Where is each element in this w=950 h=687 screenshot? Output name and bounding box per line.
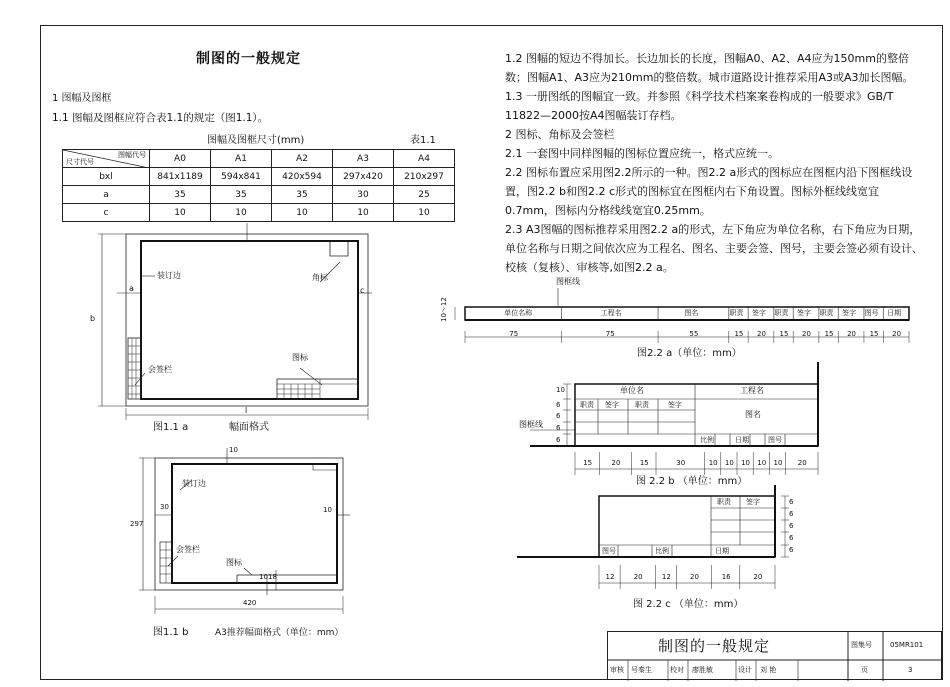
table-header: A1 bbox=[211, 150, 272, 168]
paragraph-1-1: 1.1 图幅及图框应符合表1.1的规定（图1.1）。 bbox=[52, 112, 269, 124]
corner-top: 图幅代号 bbox=[118, 151, 146, 159]
table-header: A3 bbox=[333, 150, 394, 168]
fig1b-dim-10-top: 10 bbox=[229, 446, 238, 454]
table-cell: 210x297 bbox=[394, 168, 455, 186]
fig2a-dimension: 75 bbox=[509, 330, 519, 338]
page-number: 3 bbox=[908, 666, 913, 674]
fig1a-caption: 幅面格式 bbox=[229, 422, 269, 433]
fig2c-dimension: 20 bbox=[753, 573, 763, 581]
fig2c-vertical-dimension: 6 bbox=[789, 546, 794, 554]
table-cell: 297x420 bbox=[333, 168, 394, 186]
fig2a-cell: 图名 bbox=[684, 309, 699, 317]
fig1a-dim-l: l bbox=[245, 406, 248, 415]
fig2c-caption: 图 2.2 c （单位：mm） bbox=[633, 599, 744, 610]
paragraph-2-3: 2.3 A3图幅的图标推荐采用图2.2 a的形式，左下角应为单位名称，右下角应为日期，单位名称与日期之间依次应为工程名、图名、主要会签、图号，主要会签必须有设计、校核（复核）、审核等,如图2.2 a。 bbox=[505, 223, 923, 274]
fig1b-dim-420: 420 bbox=[243, 599, 257, 607]
fig1b-dim-10-right: 10 bbox=[323, 506, 332, 514]
fig1a-titleblock-label: 图标 bbox=[292, 353, 308, 362]
fig2a-caption: 图2.2 a（单位：mm） bbox=[637, 348, 742, 359]
table-cell: 25 bbox=[394, 186, 455, 204]
fig2b-project: 工程名 bbox=[740, 386, 764, 395]
sheet-title-block bbox=[607, 631, 942, 680]
fig1b-sign-label: 会签栏 bbox=[176, 545, 200, 554]
paragraph-1-3: 1.3 一册图纸的图幅宜一致。并参照《科学技术档案案卷构成的一般要求》GB/T 11822—2000按A4图幅装订存档。 bbox=[505, 90, 894, 122]
fig2b-frame-line-label: 图框线 bbox=[519, 420, 543, 429]
fig1b-caption: A3推荐幅面格式（单位：mm） bbox=[215, 628, 344, 638]
fig2a-dimension: 20 bbox=[757, 330, 766, 338]
fig2a-dimension: 20 bbox=[847, 330, 856, 338]
fig2b-dimension: 10 bbox=[708, 459, 718, 467]
fig1b-dim-30: 30 bbox=[160, 503, 169, 511]
atlas-number: 05MR101 bbox=[890, 641, 924, 649]
fig2b-scale: 比例 bbox=[700, 436, 714, 444]
table-cell: 10 bbox=[211, 204, 272, 222]
fig2b-dimension: 20 bbox=[611, 459, 621, 467]
table-cell: 841x1189 bbox=[150, 168, 211, 186]
fig2c-sign: 签字 bbox=[746, 498, 760, 506]
fig2a-cell: 工程名 bbox=[600, 309, 622, 317]
paragraph-2-2: 2.2 图标布置应采用图2.2所示的一种。图2.2 a形式的图标应在图框内沿下图框线设置，图2.2 b和图2.2 c形式的图标宜在图框内右下角设置。图标外框线线宽宜0.7mm，图标内分格线线宽宜0.25mm。 bbox=[505, 166, 913, 217]
fig2b-caption: 图 2.2 b （单位：mm） bbox=[636, 476, 748, 487]
atlas-number-label: 图集号 bbox=[851, 641, 872, 649]
fig2b-dimension: 10 bbox=[741, 459, 751, 467]
fig2c-dimension: 12 bbox=[661, 573, 671, 581]
fig2a-dimension: 15 bbox=[824, 330, 834, 338]
table-cell: 10 bbox=[394, 204, 455, 222]
table-cell: 420x594 bbox=[272, 168, 333, 186]
table-cell: 10 bbox=[272, 204, 333, 222]
fig2b-vertical-dimension: 10 bbox=[556, 386, 565, 394]
table-cell: 35 bbox=[211, 186, 272, 204]
table-cell: 35 bbox=[272, 186, 333, 204]
fig1b-dim-10-bottom: 10 bbox=[259, 573, 268, 581]
fig2a-dimension: 20 bbox=[802, 330, 811, 338]
fig2b-unit: 单位名 bbox=[620, 386, 644, 395]
fig2a-cell: 职责 bbox=[774, 309, 789, 317]
fig1a-sign-label: 会签栏 bbox=[148, 365, 172, 374]
table-header: A2 bbox=[272, 150, 333, 168]
fig2a-height-label: 10～12 bbox=[440, 297, 448, 322]
fig2c-dimension: 20 bbox=[633, 573, 643, 581]
table-cell: 594x841 bbox=[211, 168, 272, 186]
table-header: A4 bbox=[394, 150, 455, 168]
fig2b-dimension: 10 bbox=[773, 459, 783, 467]
table-cell: 10 bbox=[333, 204, 394, 222]
fig2a-dimension: 20 bbox=[892, 330, 902, 338]
fig2b-dimension: 20 bbox=[797, 459, 807, 467]
section-2-heading: 2 图标、角标及会签栏 bbox=[505, 128, 615, 141]
fig2c-date: 日期 bbox=[715, 547, 729, 555]
row-label: c bbox=[63, 204, 150, 222]
fig1a-binding-label: 装订边 bbox=[157, 271, 181, 280]
fig2a-dimension: 15 bbox=[734, 330, 744, 338]
paragraph-2-1: 2.1 一套图中同样图幅的图标位置应统一，格式应统一。 bbox=[505, 147, 779, 160]
fig1b-binding-label: 装订边 bbox=[182, 479, 206, 488]
fig2a-dimension: 15 bbox=[779, 330, 789, 338]
fig2b-duty-1: 职责 bbox=[580, 401, 594, 409]
table-cell: 35 bbox=[150, 186, 211, 204]
fig2b-vertical-dimension: 6 bbox=[556, 436, 561, 444]
fig2b-vertical-dimension: 6 bbox=[556, 401, 561, 409]
fig2a-dimension: 55 bbox=[689, 330, 699, 338]
table-cell: 30 bbox=[333, 186, 394, 204]
fig2c-scale: 比例 bbox=[655, 547, 669, 555]
fig2c-vertical-dimension: 6 bbox=[789, 522, 794, 530]
review-label: 审核 bbox=[610, 666, 624, 674]
table-caption: 图幅及图框尺寸(mm) bbox=[207, 135, 305, 146]
fig2b-date: 日期 bbox=[735, 436, 749, 444]
fig2b-vertical-dimension: 6 bbox=[556, 424, 561, 432]
fig1b-caption-number: 图1.1 b bbox=[153, 627, 189, 638]
fig2c-duty: 职责 bbox=[717, 498, 731, 506]
fig2b-duty-2: 职责 bbox=[635, 401, 649, 409]
fig2b-dimension: 15 bbox=[639, 459, 649, 467]
section-1-heading: 1 图幅及图框 bbox=[52, 93, 112, 104]
fig2a-dimension: 15 bbox=[869, 330, 879, 338]
fig2a-cell: 图号 bbox=[864, 309, 879, 317]
fig2a-cell: 签字 bbox=[752, 309, 766, 317]
design-label: 设计 bbox=[738, 666, 752, 674]
fig2a-frame-line-label: 图框线 bbox=[556, 277, 580, 286]
title-block-title: 制图的一般规定 bbox=[658, 637, 771, 655]
fig1a-dim-c: c bbox=[360, 286, 365, 295]
fig2a-dimension: 75 bbox=[605, 330, 615, 338]
paragraph-1-2: 1.2 图幅的短边不得加长。长边加长的长度，图幅A0、A2、A4应为150mm的整倍数；图幅A1、A3应为210mm的整倍数。城市道路设计推荐采用A3或A3加长图幅。 bbox=[505, 52, 914, 84]
fig2c-number: 图号 bbox=[602, 547, 616, 555]
review-name: 号秦生 bbox=[631, 666, 652, 674]
fig2b-drawing: 图名 bbox=[745, 410, 761, 419]
fig2c-dimension: 12 bbox=[605, 573, 615, 581]
fig1b-dim-18: 18 bbox=[268, 573, 277, 581]
fig2b-vertical-dimension: 6 bbox=[556, 412, 561, 420]
row-label: bxl bbox=[63, 168, 150, 186]
check-label: 校对 bbox=[670, 666, 684, 674]
fig1b-dim-297: 297 bbox=[130, 520, 144, 528]
fig2c-vertical-dimension: 6 bbox=[789, 534, 794, 542]
fig2a-cell: 签字 bbox=[842, 309, 857, 317]
fig2c-vertical-dimension: 6 bbox=[789, 498, 794, 506]
fig2b-dimension: 10 bbox=[724, 459, 734, 467]
fig1a-dim-b: b bbox=[90, 314, 96, 323]
fig2c-vertical-dimension: 6 bbox=[789, 510, 794, 518]
design-name: 刘 艳 bbox=[760, 666, 777, 674]
fig2a-cell: 职责 bbox=[729, 309, 744, 317]
fig2b-dimension: 30 bbox=[676, 459, 686, 467]
fig2c-dimension: 20 bbox=[690, 573, 699, 581]
fig2b-sign-2: 签字 bbox=[668, 401, 682, 409]
table-label: 表1.1 bbox=[410, 135, 436, 146]
corner-bottom: 尺寸代号 bbox=[66, 158, 94, 166]
fig2a-cell: 签字 bbox=[797, 309, 812, 317]
fig2c-dimension: 16 bbox=[721, 573, 731, 581]
fig1a-dim-a: a bbox=[129, 284, 134, 293]
page-label: 页 bbox=[861, 666, 868, 674]
fig2b-dimension: 10 bbox=[757, 459, 767, 467]
check-name: 廖胜敏 bbox=[692, 666, 713, 674]
fig2a-cell: 单位名称 bbox=[504, 309, 533, 317]
fig1b-titleblock-label: 图标 bbox=[226, 558, 242, 567]
fig2a-cell: 日期 bbox=[887, 309, 902, 317]
table-cell: 10 bbox=[150, 204, 211, 222]
fig1a-corner-label: 角标 bbox=[312, 273, 328, 282]
fig2b-sign-1: 签字 bbox=[605, 401, 619, 409]
fig1a-caption-number: 图1.1 a bbox=[153, 422, 189, 433]
fig2a-cell: 职责 bbox=[819, 309, 834, 317]
page-title: 制图的一般规定 bbox=[196, 51, 301, 67]
fig2b-dimension: 15 bbox=[583, 459, 593, 467]
fig2b-number: 图号 bbox=[768, 436, 782, 444]
table-header: A0 bbox=[150, 150, 211, 168]
row-label: a bbox=[63, 186, 150, 204]
